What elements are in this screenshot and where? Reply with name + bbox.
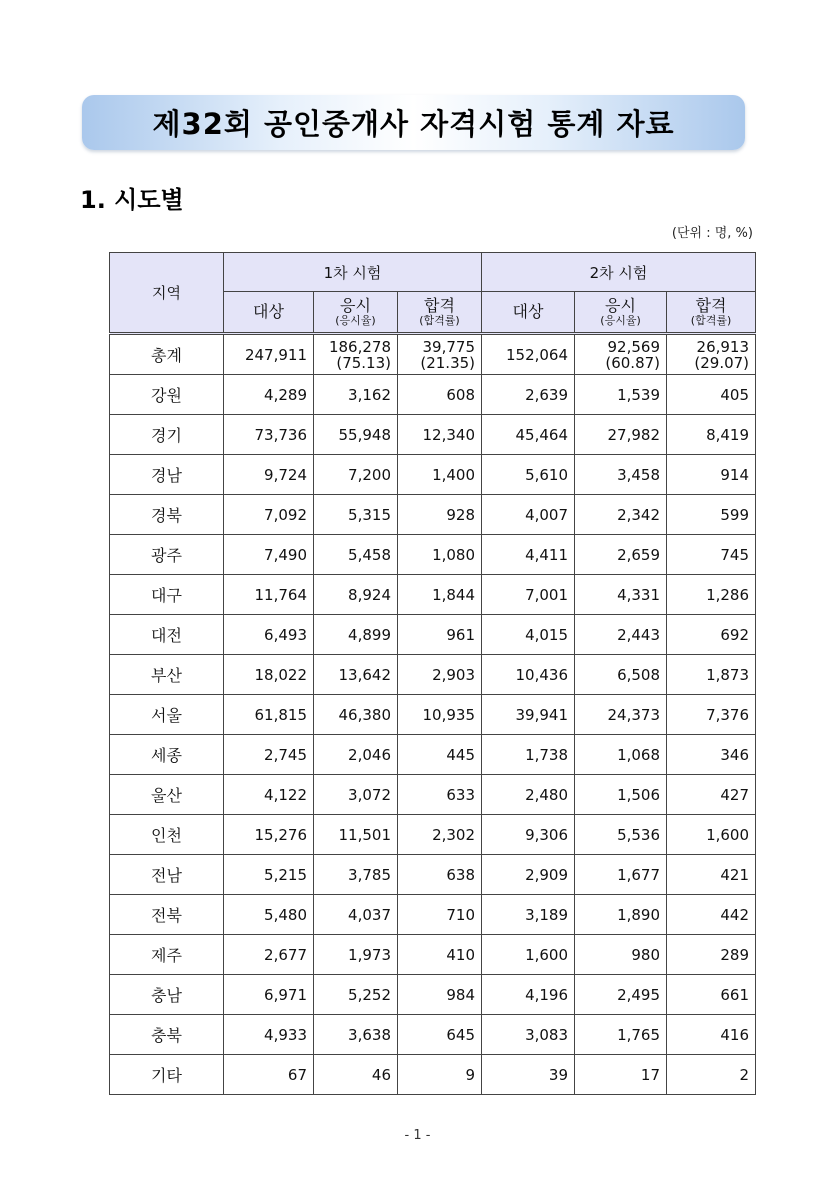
second-applied-cell: 5,536 — [575, 815, 667, 855]
unit-note: (단위 : 명, %) — [671, 226, 753, 241]
table-row — [110, 775, 756, 815]
first-target-cell: 4,289 — [224, 375, 314, 415]
first-passed-cell: 984 — [398, 975, 482, 1015]
second-applied-cell: 1,765 — [575, 1015, 667, 1055]
first-applied-cell: 46,380 — [314, 695, 398, 735]
second-exam-header: 2차 시험 — [482, 253, 756, 292]
region-cell: 전남 — [110, 855, 224, 895]
second-target-cell: 2,480 — [482, 775, 575, 815]
statistics-table — [109, 252, 756, 1095]
first-applied-cell: 2,046 — [314, 735, 398, 775]
first-applied-cell: 11,501 — [314, 815, 398, 855]
table-row — [110, 375, 756, 415]
second-target-cell: 7,001 — [482, 575, 575, 615]
table-row — [110, 855, 756, 895]
first-target-cell: 6,493 — [224, 615, 314, 655]
first-passed-cell: 961 — [398, 615, 482, 655]
first-passed-cell: 445 — [398, 735, 482, 775]
region-cell: 제주 — [110, 935, 224, 975]
first-passed-cell: 2,302 — [398, 815, 482, 855]
first-passed-cell: 410 — [398, 935, 482, 975]
second-passed-cell: 1,600 — [667, 815, 756, 855]
first-applied-cell: 4,899 — [314, 615, 398, 655]
total-row — [110, 334, 756, 375]
second-applied-cell: 92,569 (60.87) — [575, 334, 667, 375]
region-cell: 대전 — [110, 615, 224, 655]
second-applied-cell: 1,677 — [575, 855, 667, 895]
table-row — [110, 695, 756, 735]
first-applied-cell: 3,785 — [314, 855, 398, 895]
second-applied-cell: 2,495 — [575, 975, 667, 1015]
second-applied-cell: 2,342 — [575, 495, 667, 535]
second-applied-cell: 1,539 — [575, 375, 667, 415]
second-passed-cell: 599 — [667, 495, 756, 535]
first-applied-cell: 3,638 — [314, 1015, 398, 1055]
first-target-cell: 67 — [224, 1055, 314, 1095]
second-target-cell: 9,306 — [482, 815, 575, 855]
first-passed-header: 합격 (합격률) — [398, 292, 482, 334]
first-target-cell: 11,764 — [224, 575, 314, 615]
first-target-cell: 6,971 — [224, 975, 314, 1015]
first-target-cell: 5,480 — [224, 895, 314, 935]
first-applied-cell: 3,162 — [314, 375, 398, 415]
region-cell: 서울 — [110, 695, 224, 735]
table-row — [110, 895, 756, 935]
table-row — [110, 1015, 756, 1055]
second-target-cell: 1,600 — [482, 935, 575, 975]
region-cell: 강원 — [110, 375, 224, 415]
second-applied-cell: 980 — [575, 935, 667, 975]
region-cell: 경기 — [110, 415, 224, 455]
second-applied-cell: 1,068 — [575, 735, 667, 775]
second-applied-cell: 3,458 — [575, 455, 667, 495]
region-cell: 광주 — [110, 535, 224, 575]
first-target-cell: 4,933 — [224, 1015, 314, 1055]
second-target-cell: 4,015 — [482, 615, 575, 655]
table-row — [110, 495, 756, 535]
first-applied-cell: 46 — [314, 1055, 398, 1095]
second-passed-cell: 405 — [667, 375, 756, 415]
first-passed-cell: 9 — [398, 1055, 482, 1095]
first-target-cell: 2,745 — [224, 735, 314, 775]
table-row — [110, 415, 756, 455]
second-target-cell: 2,639 — [482, 375, 575, 415]
second-target-cell: 39 — [482, 1055, 575, 1095]
first-passed-cell: 638 — [398, 855, 482, 895]
second-passed-cell: 2 — [667, 1055, 756, 1095]
first-applied-cell: 4,037 — [314, 895, 398, 935]
region-cell: 대구 — [110, 575, 224, 615]
second-passed-cell: 745 — [667, 535, 756, 575]
section-heading: 1. 시도별 — [80, 186, 184, 214]
second-target-header: 대상 — [482, 292, 575, 334]
first-passed-cell: 710 — [398, 895, 482, 935]
first-applied-header: 응시 (응시율) — [314, 292, 398, 334]
table-row — [110, 815, 756, 855]
page-number: - 1 - — [404, 1128, 431, 1143]
region-cell: 충북 — [110, 1015, 224, 1055]
first-applied-cell: 8,924 — [314, 575, 398, 615]
first-target-cell: 4,122 — [224, 775, 314, 815]
first-passed-cell: 928 — [398, 495, 482, 535]
second-passed-cell: 442 — [667, 895, 756, 935]
second-passed-cell: 1,873 — [667, 655, 756, 695]
page-title: 제32회 공인중개사 자격시험 통계 자료 — [152, 107, 675, 141]
second-target-cell: 152,064 — [482, 334, 575, 375]
table-row — [110, 935, 756, 975]
region-cell: 충남 — [110, 975, 224, 1015]
first-passed-cell: 608 — [398, 375, 482, 415]
first-passed-cell: 39,775 (21.35) — [398, 334, 482, 375]
second-applied-cell: 1,506 — [575, 775, 667, 815]
second-passed-cell: 661 — [667, 975, 756, 1015]
region-cell: 총계 — [110, 334, 224, 375]
second-target-cell: 4,196 — [482, 975, 575, 1015]
region-cell: 인천 — [110, 815, 224, 855]
second-target-cell: 45,464 — [482, 415, 575, 455]
second-passed-cell: 1,286 — [667, 575, 756, 615]
region-cell: 부산 — [110, 655, 224, 695]
first-applied-cell: 5,252 — [314, 975, 398, 1015]
region-cell: 울산 — [110, 775, 224, 815]
first-target-cell: 9,724 — [224, 455, 314, 495]
second-target-cell: 10,436 — [482, 655, 575, 695]
first-applied-cell: 1,973 — [314, 935, 398, 975]
first-target-cell: 18,022 — [224, 655, 314, 695]
first-target-header: 대상 — [224, 292, 314, 334]
region-cell: 경남 — [110, 455, 224, 495]
region-cell: 기타 — [110, 1055, 224, 1095]
first-target-cell: 5,215 — [224, 855, 314, 895]
first-target-cell: 7,092 — [224, 495, 314, 535]
second-passed-cell: 421 — [667, 855, 756, 895]
table-row — [110, 655, 756, 695]
table-row — [110, 455, 756, 495]
second-passed-cell: 289 — [667, 935, 756, 975]
first-passed-cell: 1,080 — [398, 535, 482, 575]
second-passed-cell: 692 — [667, 615, 756, 655]
second-applied-cell: 24,373 — [575, 695, 667, 735]
second-passed-cell: 8,419 — [667, 415, 756, 455]
first-passed-cell: 10,935 — [398, 695, 482, 735]
first-applied-cell: 7,200 — [314, 455, 398, 495]
second-passed-cell: 914 — [667, 455, 756, 495]
region-cell: 경북 — [110, 495, 224, 535]
second-applied-cell: 2,659 — [575, 535, 667, 575]
second-target-cell: 3,083 — [482, 1015, 575, 1055]
second-passed-cell: 427 — [667, 775, 756, 815]
first-passed-cell: 1,844 — [398, 575, 482, 615]
first-target-cell: 7,490 — [224, 535, 314, 575]
second-passed-cell: 26,913 (29.07) — [667, 334, 756, 375]
first-target-cell: 61,815 — [224, 695, 314, 735]
second-applied-cell: 17 — [575, 1055, 667, 1095]
first-passed-cell: 2,903 — [398, 655, 482, 695]
region-header: 지역 — [110, 253, 224, 334]
second-passed-cell: 346 — [667, 735, 756, 775]
table-row — [110, 1055, 756, 1095]
first-applied-cell: 5,315 — [314, 495, 398, 535]
first-target-cell: 73,736 — [224, 415, 314, 455]
first-applied-cell: 55,948 — [314, 415, 398, 455]
first-applied-cell: 186,278 (75.13) — [314, 334, 398, 375]
first-exam-header: 1차 시험 — [224, 253, 482, 292]
region-cell: 전북 — [110, 895, 224, 935]
second-target-cell: 3,189 — [482, 895, 575, 935]
second-applied-cell: 27,982 — [575, 415, 667, 455]
first-target-cell: 247,911 — [224, 334, 314, 375]
second-target-cell: 39,941 — [482, 695, 575, 735]
first-applied-cell: 3,072 — [314, 775, 398, 815]
table-row — [110, 615, 756, 655]
second-applied-cell: 6,508 — [575, 655, 667, 695]
table-row — [110, 735, 756, 775]
second-target-cell: 4,411 — [482, 535, 575, 575]
second-applied-header: 응시 (응시율) — [575, 292, 667, 334]
second-target-cell: 1,738 — [482, 735, 575, 775]
first-passed-cell: 12,340 — [398, 415, 482, 455]
second-applied-cell: 1,890 — [575, 895, 667, 935]
second-passed-header: 합격 (합격률) — [667, 292, 756, 334]
first-passed-cell: 645 — [398, 1015, 482, 1055]
second-applied-cell: 2,443 — [575, 615, 667, 655]
first-passed-cell: 1,400 — [398, 455, 482, 495]
second-target-cell: 4,007 — [482, 495, 575, 535]
second-applied-cell: 4,331 — [575, 575, 667, 615]
table-row — [110, 975, 756, 1015]
second-target-cell: 2,909 — [482, 855, 575, 895]
table-row — [110, 575, 756, 615]
second-passed-cell: 7,376 — [667, 695, 756, 735]
second-target-cell: 5,610 — [482, 455, 575, 495]
first-target-cell: 15,276 — [224, 815, 314, 855]
first-passed-cell: 633 — [398, 775, 482, 815]
first-target-cell: 2,677 — [224, 935, 314, 975]
title-banner — [82, 95, 745, 150]
table-row — [110, 535, 756, 575]
second-passed-cell: 416 — [667, 1015, 756, 1055]
region-cell: 세종 — [110, 735, 224, 775]
first-applied-cell: 13,642 — [314, 655, 398, 695]
first-applied-cell: 5,458 — [314, 535, 398, 575]
